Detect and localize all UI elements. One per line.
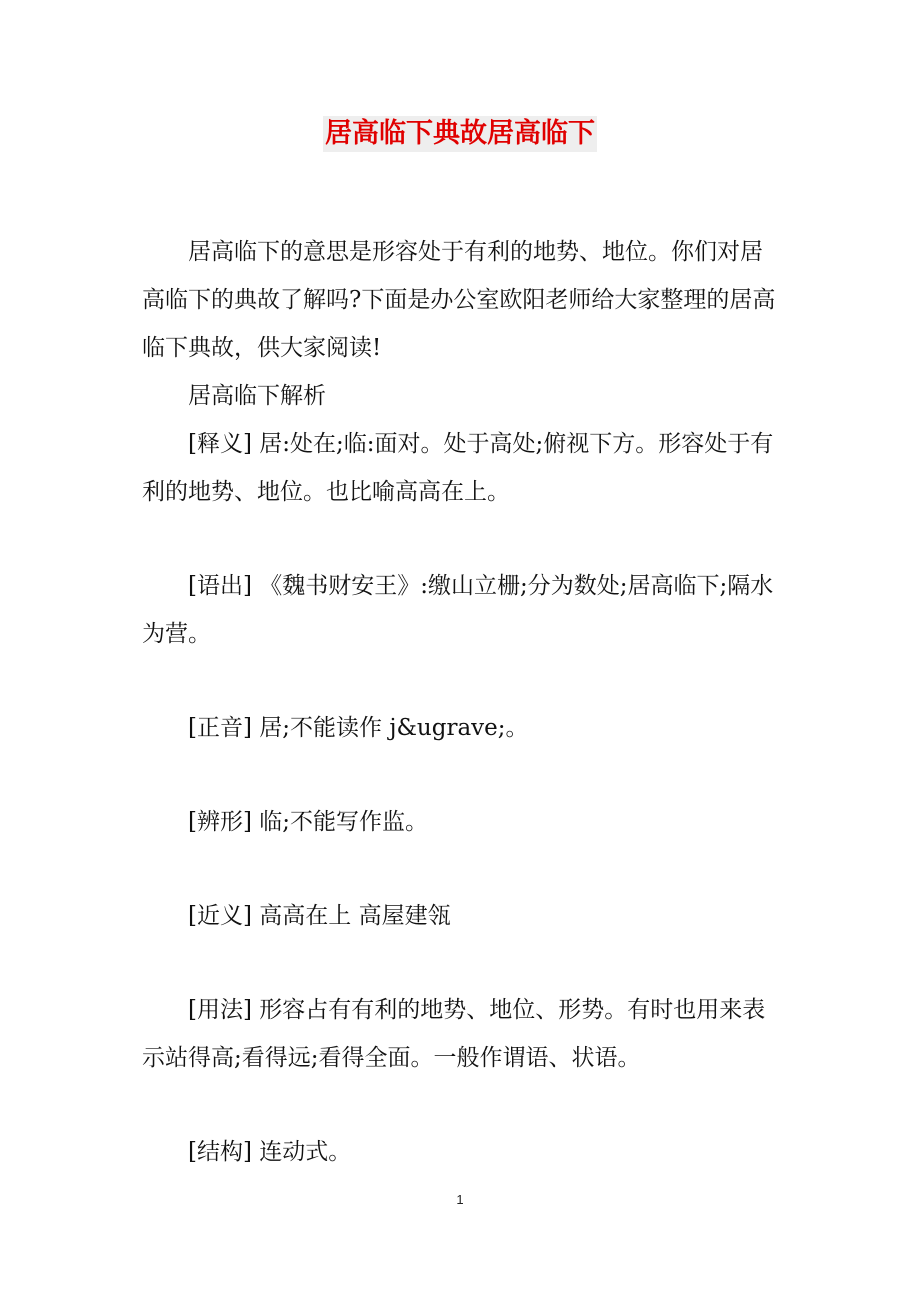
title-block — [0, 116, 920, 152]
section-heading: 居高临下解析 — [188, 383, 326, 409]
page-number: 1 — [456, 1192, 464, 1207]
usage-paragraph: [用法] 形容占有有利的地势、地位、形势。有时也用来表示站得高;看得远;看得全面。一般作谓语、状语。 — [142, 997, 766, 1071]
pronunciation-paragraph: [正音] 居;不能读作 j&ugrave;。 — [188, 715, 529, 741]
document-title: 居高临下典故居高临下 — [323, 116, 597, 152]
structure-paragraph: [结构] 连动式。 — [188, 1139, 352, 1165]
intro-paragraph: 居高临下的意思是形容处于有利的地势、地位。你们对居高临下的典故了解吗?下面是办公室欧阳老师给大家整理的居高临下典故，供大家阅读! — [142, 239, 776, 361]
document-body — [142, 228, 782, 1176]
form-paragraph: [辨形] 临;不能写作监。 — [188, 809, 429, 835]
synonym-paragraph: [近义] 高高在上 高屋建瓴 — [188, 903, 451, 929]
source-paragraph: [语出] 《魏书财安王》:缴山立栅;分为数处;居高临下;隔水为营。 — [142, 573, 774, 647]
definition-paragraph: [释义] 居:处在;临:面对。处于高处;俯视下方。形容处于有利的地势、地位。也比喻高高在上。 — [142, 431, 774, 505]
